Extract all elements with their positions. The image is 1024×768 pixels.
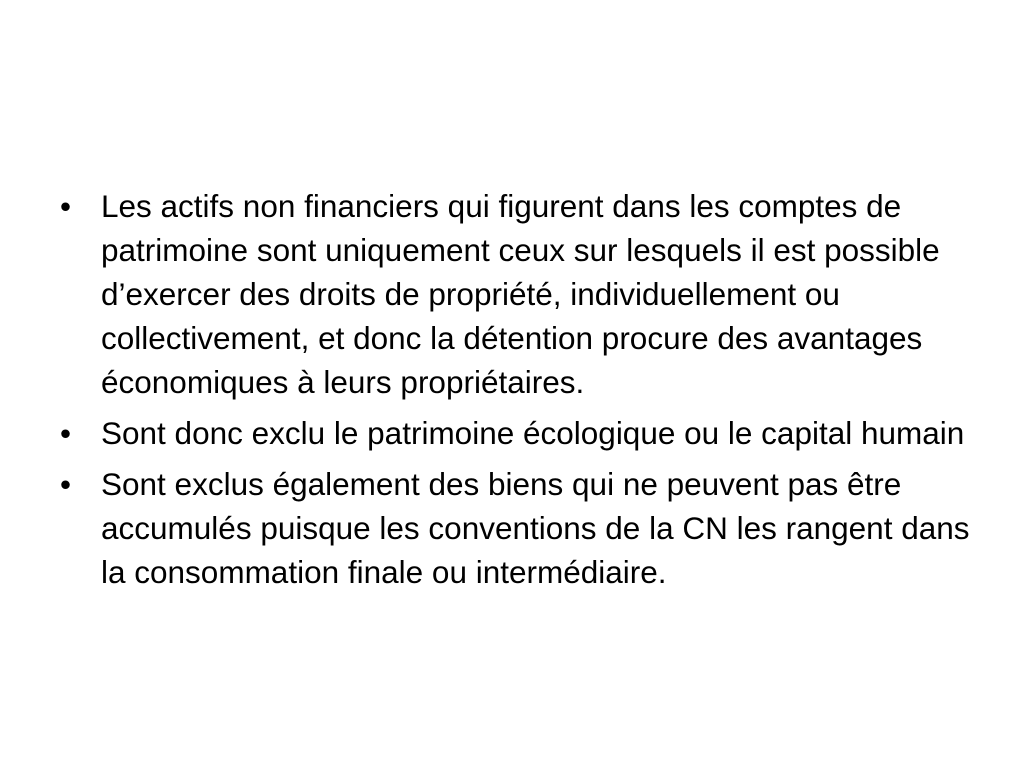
bullet-marker: • (60, 466, 72, 502)
bullet-list (60, 184, 970, 601)
bullet-text: Sont donc exclu le patrimoine écologique ou le capital humain (101, 415, 965, 451)
bullet-marker: • (60, 188, 72, 224)
bullet-text: Sont exclus également des biens qui ne peuvent pas être accumulés puisque les conventions de la CN les rangent dans la consommation finale ou intermédiaire. (101, 466, 970, 590)
bullet-marker: • (60, 415, 72, 451)
bullet-text: Les actifs non financiers qui figurent dans les comptes de patrimoine sont uniquement ceux sur lesquels il est possible d’exercer des droits de propriété, individuellement ou collectivement, et donc la détention procure des avantages économiques à leurs propriétaires. (101, 188, 940, 400)
bullet-item-2 (60, 411, 970, 455)
bullet-item-1 (60, 184, 970, 404)
bullet-item-3 (60, 462, 970, 594)
